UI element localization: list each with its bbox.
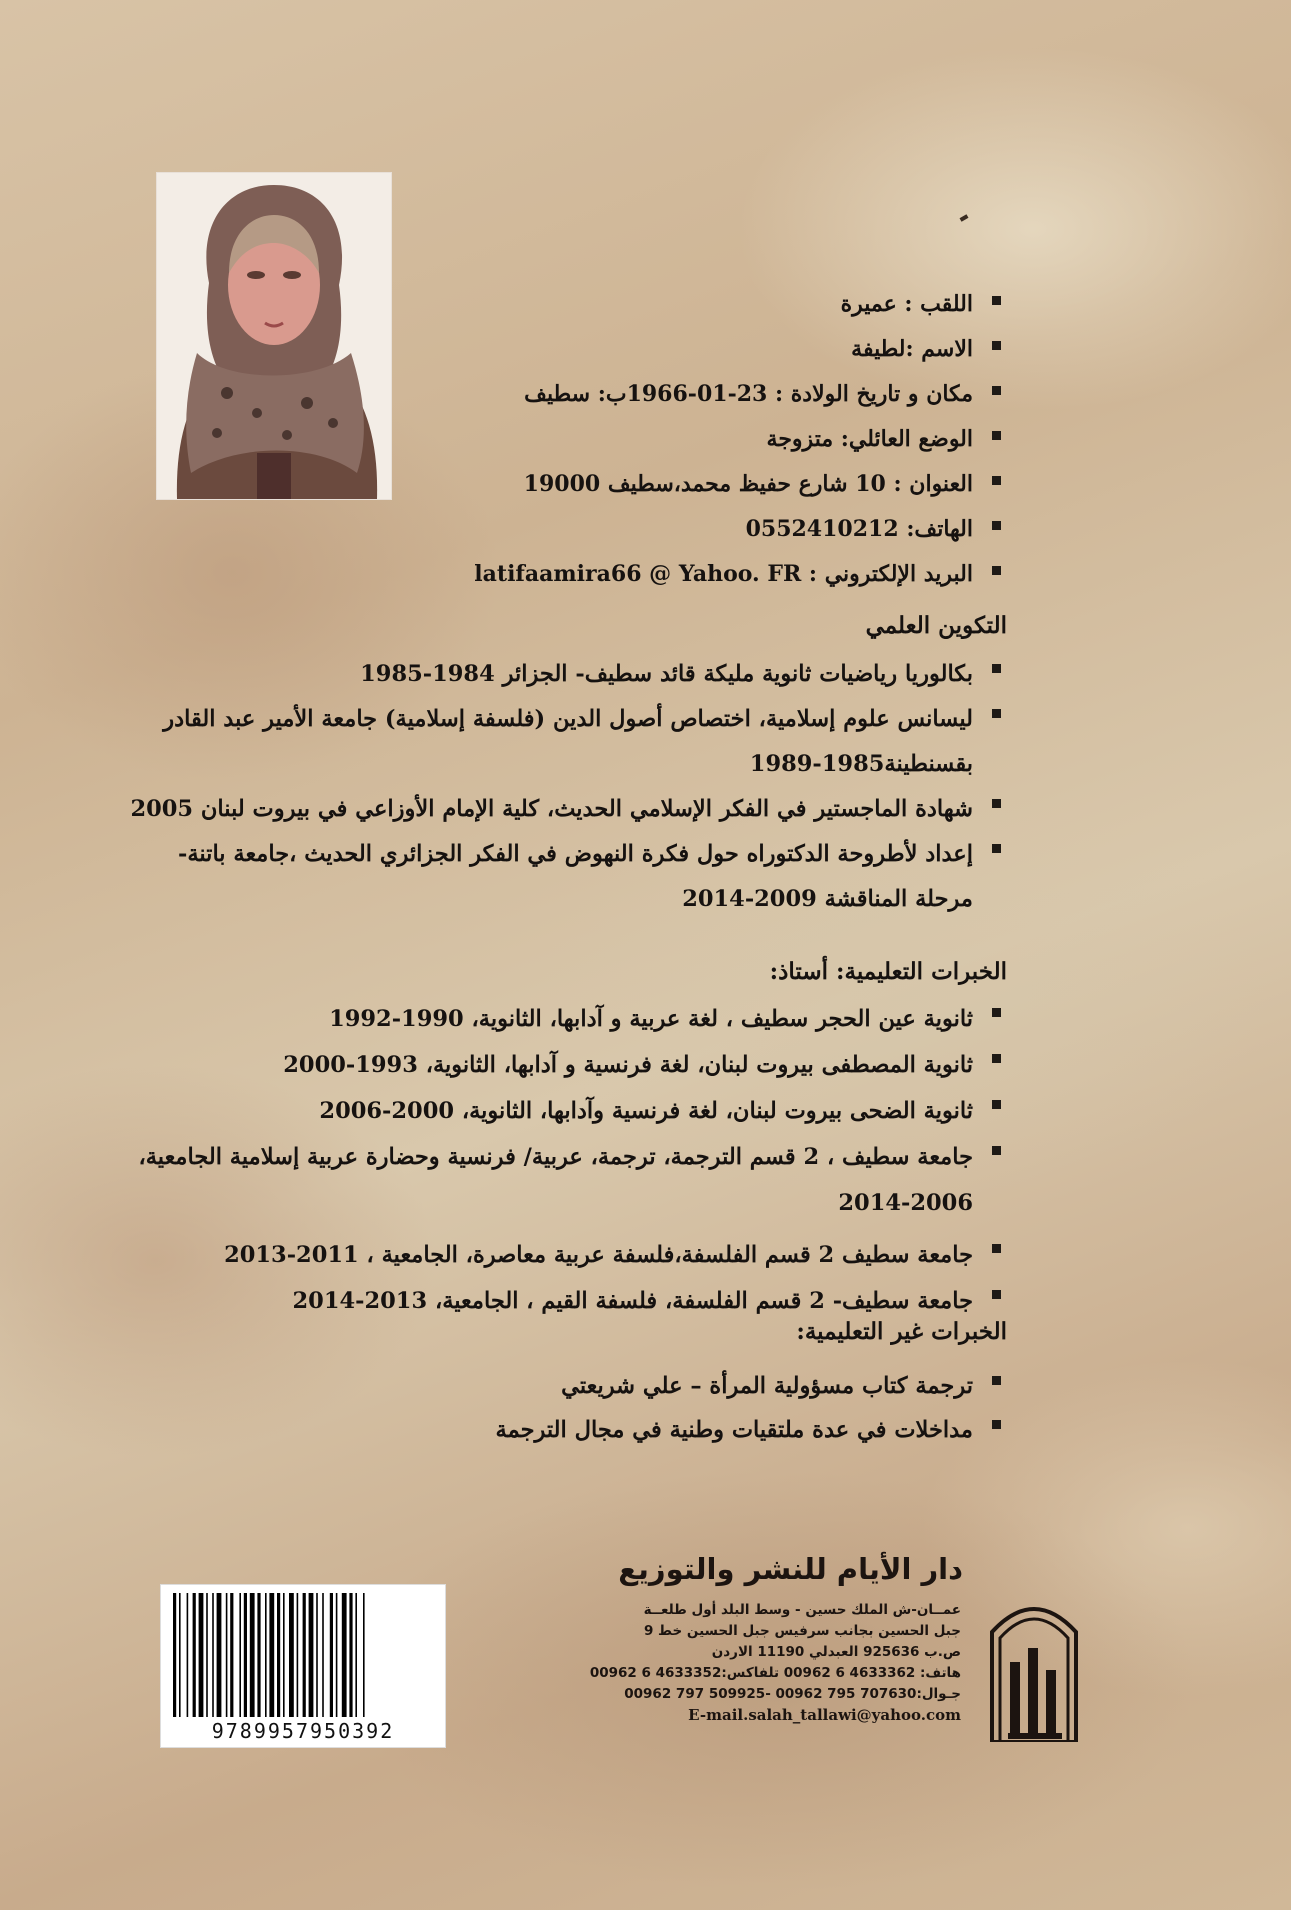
barcode-bar [239, 1593, 241, 1717]
education-item: ليسانس علوم إسلامية، اختصاص أصول الدين (فلسفة إسلامية) جامعة الأمير عبد القادر بقسنطينة1985-1989 [117, 697, 1007, 787]
barcode-bar [187, 1593, 189, 1717]
teaching-item: جامعة سطيف ، 2 قسم الترجمة، ترجمة، عربية/ فرنسية وحضارة عربية إسلامية الجامعية، 2006-2014 [117, 1134, 1007, 1226]
publisher-name: دار الأيام للنشر والتوزيع [618, 1552, 963, 1586]
non-teaching-item: ترجمة كتاب مسؤولية المرأة – علي شريعتي [117, 1364, 1007, 1408]
info-email: البريد الإلكتروني : latifaamira66 @ Yahoo. FR [367, 554, 1007, 599]
non-teaching-item: مداخلات في عدة ملتقيات وطنية في مجال الترجمة [117, 1408, 1007, 1452]
info-surname: اللقب : عميرة [367, 284, 1007, 329]
barcode-bar [297, 1593, 299, 1717]
barcode-bar [173, 1593, 176, 1717]
barcode-bar [230, 1593, 233, 1717]
barcode-bars [171, 1593, 435, 1717]
barcode-bar [212, 1593, 214, 1717]
education-item: إعداد لأطروحة الدكتوراه حول فكرة النهوض في الفكر الجزائري الحديث ،جامعة باتنة- مرحلة المناقشة 2009-2014 [117, 832, 1007, 922]
barcode-bar [199, 1593, 204, 1717]
publisher-line: هاتف: 4633362 6 00962 تلفاكس:4633352 6 00962 [589, 1665, 961, 1681]
info-birth: مكان و تاريخ الولادة : 23-01-1966ب: سطيف [367, 374, 1007, 419]
barcode-bar [336, 1593, 338, 1717]
isbn-barcode [160, 1584, 446, 1748]
publisher-line: عمــان-ش الملك حسين - وسط البلد أول طلعــة [643, 1602, 961, 1618]
pen-mark [960, 214, 969, 221]
publisher-email: E-mail.salah_tallawi@yahoo.com [688, 1706, 961, 1724]
info-phone: الهاتف: 0552410212 [367, 509, 1007, 554]
barcode-bar [257, 1593, 260, 1717]
barcode-bar [316, 1593, 318, 1717]
education-item: شهادة الماجستير في الفكر الإسلامي الحديث، كلية الإمام الأوزاعي في بيروت لبنان 2005 [117, 787, 1007, 832]
barcode-bar [265, 1593, 267, 1717]
publisher-logo [982, 1592, 1086, 1742]
barcode-bar [250, 1593, 255, 1717]
barcode-bar [322, 1593, 324, 1717]
info-name: الاسم :لطيفة [367, 329, 1007, 374]
barcode-bar [226, 1593, 228, 1717]
barcode-bar [217, 1593, 222, 1717]
barcode-bar [283, 1593, 285, 1717]
barcode-number: 9789957950392 [211, 1719, 395, 1743]
barcode-bar [342, 1593, 347, 1717]
teaching-list [117, 996, 1007, 1324]
publisher-line: جـوال:707630 795 00962 -509925 797 00962 [624, 1686, 961, 1702]
barcode-bar [206, 1593, 208, 1717]
teaching-item: جامعة سطيف- 2 قسم الفلسفة، فلسفة القيم ، الجامعية، 2013-2014 [117, 1278, 1007, 1324]
barcode-bar [363, 1593, 365, 1717]
barcode-bar [277, 1593, 280, 1717]
info-address: العنوان : 10 شارع حفيظ محمد،سطيف 19000 [367, 464, 1007, 509]
barcode-bar [309, 1593, 314, 1717]
education-title: التكوين العلمي [865, 612, 1007, 639]
barcode-bar [355, 1593, 357, 1717]
publisher-line: ص.ب 925636 العبدلي 11190 الاردن [711, 1644, 961, 1660]
publisher-line: جبل الحسين بجانب سرفيس جبل الحسين خط 9 [643, 1623, 961, 1639]
teaching-title: الخبرات التعليمية: أستاذ: [769, 958, 1007, 985]
teaching-item: جامعة سطيف 2 قسم الفلسفة،فلسفة عربية معاصرة، الجامعية ، 2011-2013 [117, 1232, 1007, 1278]
author-info-list [367, 284, 1007, 599]
barcode-bar [330, 1593, 333, 1717]
teaching-item: ثانوية المصطفى بيروت لبنان، لغة فرنسية و آدابها، الثانوية، 1993-2000 [117, 1042, 1007, 1088]
barcode-bar [244, 1593, 247, 1717]
publisher-address [541, 1600, 961, 1726]
barcode-bar [269, 1593, 274, 1717]
barcode-bar [179, 1593, 181, 1717]
teaching-item: ثانوية الضحى بيروت لبنان، لغة فرنسية وآدابها، الثانوية، 2000-2006 [117, 1088, 1007, 1134]
education-list [117, 652, 1007, 922]
barcode-bar [289, 1593, 294, 1717]
teaching-item: ثانوية عين الحجر سطيف ، لغة عربية و آدابها، الثانوية، 1990-1992 [117, 996, 1007, 1042]
info-marital: الوضع العائلي: متزوجة [367, 419, 1007, 464]
barcode-bar [303, 1593, 306, 1717]
non-teaching-title: الخبرات غير التعليمية: [796, 1318, 1007, 1345]
author-photo [156, 172, 392, 500]
barcode-bar [193, 1593, 196, 1717]
education-item: بكالوريا رياضيات ثانوية مليكة قائد سطيف- الجزائر 1984-1985 [117, 652, 1007, 697]
barcode-bar [349, 1593, 352, 1717]
non-teaching-list [117, 1364, 1007, 1452]
